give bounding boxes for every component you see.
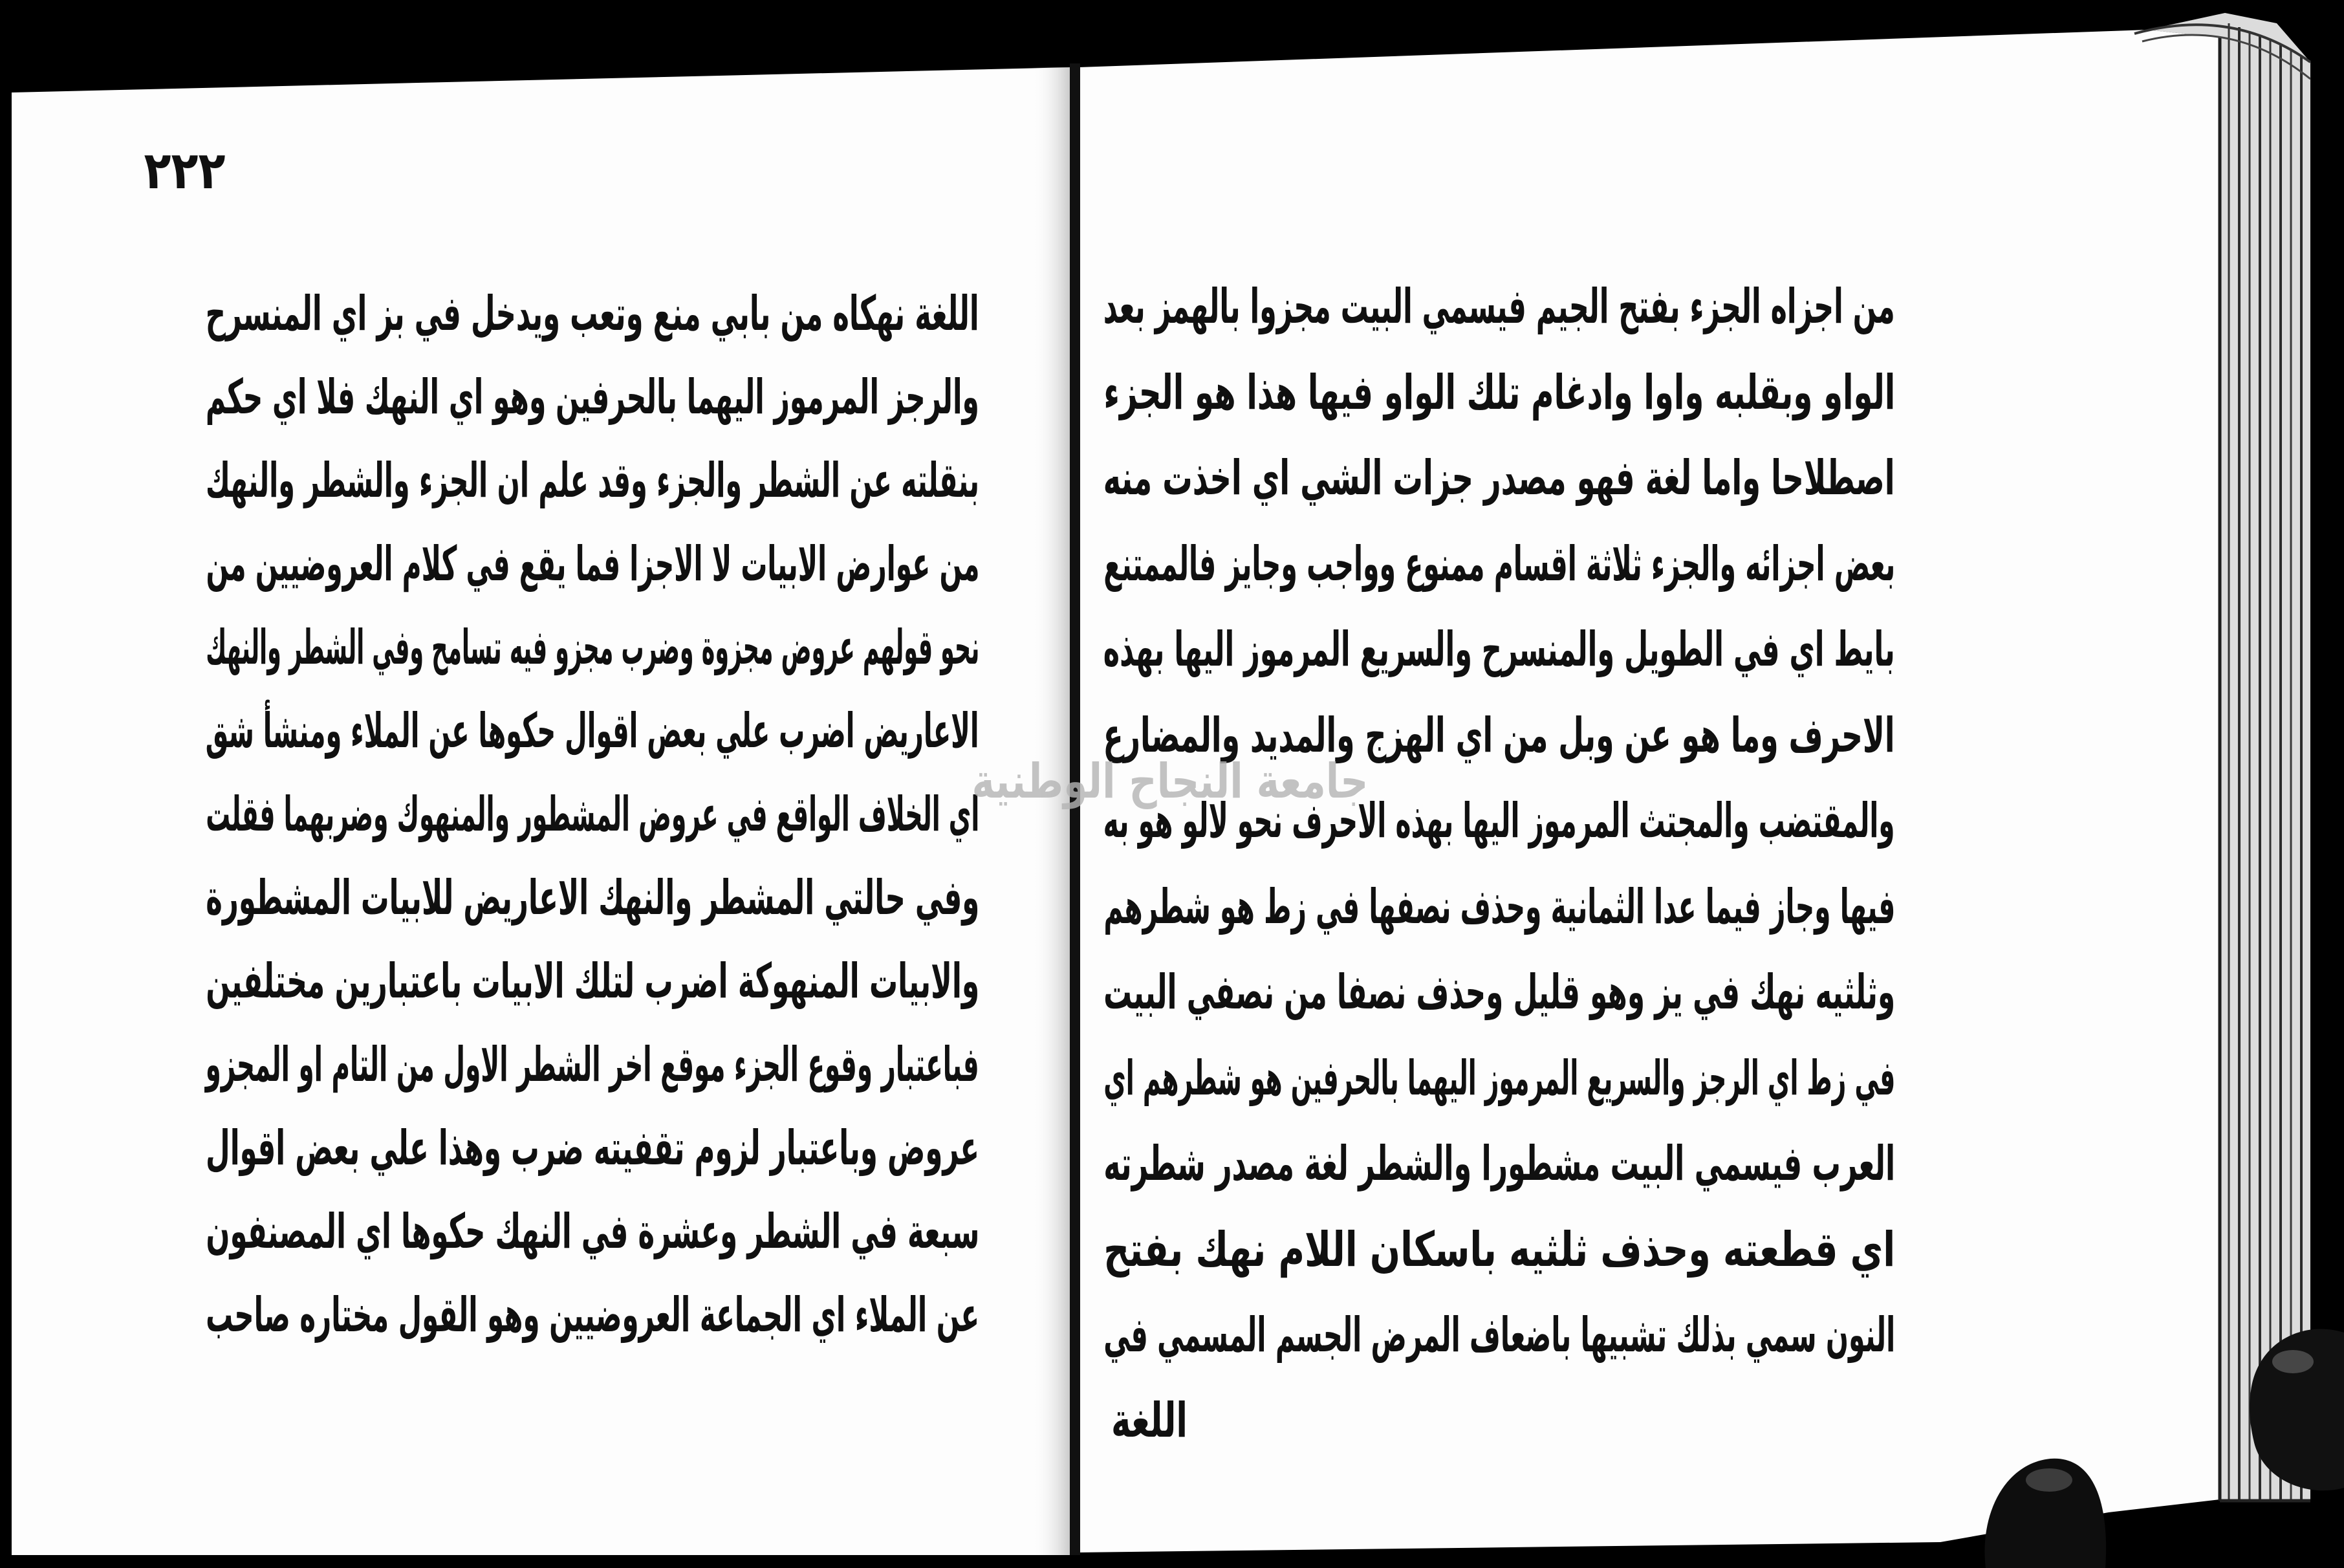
manuscript-line — [1103, 1121, 1895, 1207]
line-text: النون سمي بذلك تشبيها باضعاف المرض الجسم المسمي في — [1103, 1307, 1895, 1363]
line-text: فباعتبار وقوع الجزء موقع اخر الشطر الاول من التام او المجزو — [206, 1037, 979, 1093]
line-text: فيها وجاز فيما عدا الثمانية وحذف نصفها في زط هو شطرهم — [1103, 878, 1895, 935]
page-number-text: ٢٢٢ — [144, 140, 225, 201]
line-text: اصطلاحا واما لغة فهو مصدر جزات الشي اي اخذت منه — [1103, 450, 1895, 506]
manuscript-line — [1103, 607, 1895, 693]
line-text: من عوارض الابيات لا الاجزا فما يقع في كلام العروضيين من — [206, 536, 979, 592]
manuscript-line — [1103, 1292, 1895, 1378]
manuscript-line — [1103, 435, 1895, 521]
manuscript-line — [1103, 264, 1895, 350]
line-text: عن الملاء اي الجماعة العروضيين وهو القول مختاره صاحب — [206, 1287, 979, 1343]
library-watermark — [971, 750, 1368, 812]
manuscript-line — [1103, 950, 1895, 1036]
manuscript-line — [1103, 864, 1895, 950]
manuscript-line — [1103, 1036, 1895, 1122]
line-text: نحو قولهم عروض مجزوة وضرب مجزو فيه تسامح وفي الشطر والنهك — [206, 620, 979, 675]
line-text: بنقلته عن الشطر والجزء وقد علم ان الجزء والشطر والنهك — [206, 453, 979, 508]
line-text: اللغة نهكاه من بابي منع وتعب ويدخل في بز اي المنسرح — [206, 286, 979, 342]
watermark-text: جامعة النجاح الوطنية — [971, 754, 1368, 809]
line-text: اي قطعته وحذف ثلثيه باسكان اللام نهك بفتح — [1103, 1221, 1895, 1278]
manuscript-line — [1103, 350, 1895, 436]
line-text: في زط اي الرجز والسريع المرموز اليهما بالحرفين هو شطرهم اي — [1103, 1050, 1895, 1106]
line-text: والرجز المرموز اليهما بالحرفين وهو اي النهك فلا اي حكم — [206, 369, 979, 425]
right-finger-nail-highlight — [2272, 1350, 2314, 1373]
catchword-text: اللغة — [1111, 1393, 1188, 1448]
line-text: والابيات المنهوكة اضرب لتلك الابيات باعتبارين مختلفين — [206, 953, 979, 1009]
line-text: الاحرف وما هو عن وبل من اي الهزج والمديد والمضارع — [1103, 707, 1895, 763]
line-text: من اجزاه الجزء بفتح الجيم فيسمي البيت مجزوا بالهمز بعد — [1103, 279, 1895, 334]
line-text: وفي حالتي المشطر والنهك الاعاريض للابيات المشطورة — [206, 870, 979, 926]
line-text: اي الخلاف الواقع في عروض المشطور والمنهوك وضربهما فقلت — [206, 787, 979, 842]
catchword — [1111, 1378, 1188, 1463]
bottom-finger-nail-highlight — [2026, 1468, 2072, 1492]
line-text: والمقتضب والمجتث المرموز اليها بهذه الاحرف نحو لالو هو به — [1103, 793, 1895, 849]
page-number — [144, 138, 225, 203]
right-page-text — [1103, 264, 1895, 1378]
line-text: الواو وبقلبه واوا وادغام تلك الواو فيها هذا هو الجزء — [1103, 364, 1895, 420]
line-text: عروض وباعتبار لزوم تقفيته ضرب وهذا علي بعض اقوال — [206, 1120, 979, 1176]
line-text: العرب فيسمي البيت مشطورا والشطر لغة مصدر شطرته — [1103, 1136, 1895, 1192]
line-text: سبعة في الشطر وعشرة في النهك حكوها اي المصنفون — [206, 1204, 979, 1259]
manuscript-line — [1103, 1207, 1895, 1293]
manuscript-line — [1103, 521, 1895, 607]
line-text: بعض اجزائه والجزء ثلاثة اقسام ممنوع وواجب وجايز فالممتنع — [1103, 536, 1895, 592]
line-text: بايط اي في الطويل والمنسرح والسريع المرموز اليها بهذه — [1103, 622, 1895, 677]
line-text: الاعاريض اضرب علي بعض اقوال حكوها عن الملاء ومنشأ شق — [206, 703, 979, 759]
line-text: وثلثيه نهك في يز وهو قليل وحذف نصفا من نصفي البيت — [1103, 964, 1895, 1020]
